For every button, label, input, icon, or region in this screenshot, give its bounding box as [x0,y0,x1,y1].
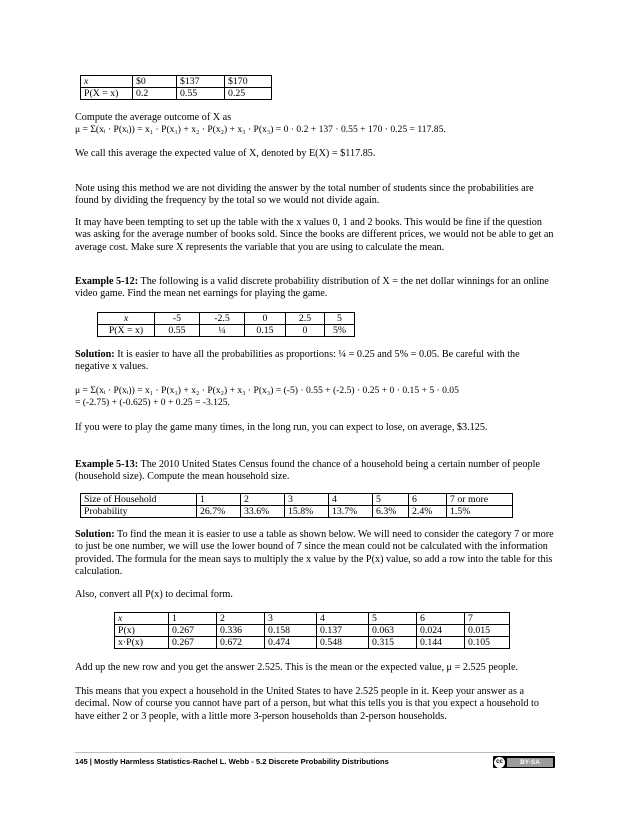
table-cell: 6.3% [373,506,409,518]
table-cell: 3 [265,613,317,625]
table-cell: 0.267 [169,637,217,649]
paragraph: Add up the new row and you get the answer 2.525. This is the mean or the expected value, μ = 2.525 people. [75,662,519,673]
table-cell: 7 or more [447,494,513,506]
table-4-row [115,625,510,637]
table-cell: $170 [225,76,272,88]
table-cell: ¼ [200,325,245,337]
example-5-12 [75,276,555,301]
table-1-header [81,76,272,88]
paragraph: This means that you expect a household in the United States to have 2.525 people in it. Keep your answer as a decimal. Now of course you cannot have part of a person, but what this tells you is that you expect a household to have either 2 or 3 people, with a little more 3-person households than 2-person households. [75,686,539,722]
table-cell: 0.267 [169,625,217,637]
table-cell: 0.55 [155,325,200,337]
table-cell: 5 [325,313,355,325]
table-cell: 4 [317,613,369,625]
table-cell: 26.7% [197,506,241,518]
cc-icon: cc [494,757,505,768]
solution-label: Solution: [75,529,115,540]
table-cell: 2 [217,613,265,625]
formula: μ = Σ(xᵢ · P(xᵢ)) = x₁ · P(x₁) + x₂ · P(x₂) + x₃ · P(x₃) = 0 · 0.2 + 137 · 0.55 + 170 · 0.25 = 117.85. [75,124,446,135]
table-cell: 7 [465,613,510,625]
table-cell: x [81,76,133,88]
table-cell: 6 [417,613,465,625]
table-cell: 0.55 [177,88,225,100]
table-2-header [98,313,355,325]
table-cell: $0 [133,76,177,88]
table-cell: 4 [329,494,373,506]
table-cell: 2.4% [409,506,447,518]
table-cell: 0.158 [265,625,317,637]
solution-5-12 [75,349,555,374]
table-cell: 33.6% [241,506,285,518]
table-4-row [115,613,510,625]
solution-label: Solution: [75,349,115,360]
formula: μ = Σ(xᵢ · P(xᵢ)) = x₁ · P(x₁) + x₂ · P(x₂) + x₃ · P(x₃) = (-5) · 0.55 + (-2.5) · 0.25 + 0 · 0.15 + 5 · 0.05 [75,385,459,396]
table-cell: Size of Household [81,494,197,506]
table-cell: P(x) [115,625,169,637]
table-cell: 0.672 [217,637,265,649]
table-cell: 0.144 [417,637,465,649]
table-cell: x·P(x) [115,637,169,649]
page-footer: 145 | Mostly Harmless Statistics-Rachel L. Webb - 5.2 Discrete Probability Distributions [75,757,389,766]
table-cell: 0.25 [225,88,272,100]
table-3-row [81,506,513,518]
table-cell: 5 [369,613,417,625]
table-cell: 0 [286,325,325,337]
footer-divider [75,752,555,753]
solution-text: To find the mean it is easier to use a table as shown below. We will need to consider the category 7 or more to just be one number, we will use the lower bound of 7 since the mean could not be calculated with the information provided. The formula for the mean says to multiply the x value by the P(x) value, so add a row into the table for this calculation. [75,529,554,578]
table-cell: 0 [245,313,286,325]
solution-5-13 [75,529,555,579]
table-cell: x [98,313,155,325]
table-cell: 0.2 [133,88,177,100]
table-cell: -5 [155,313,200,325]
table-1 [80,75,272,100]
table-4-row [115,637,510,649]
table-cell: -2.5 [200,313,245,325]
table-cell: 0.315 [369,637,417,649]
license-badge[interactable] [493,756,555,768]
table-4 [114,612,510,649]
example-label: Example 5-13: [75,459,139,470]
example-text: The 2010 United States Census found the chance of a household being a certain number of people (household size). Compute the mean household size. [75,459,540,483]
table-cell: 6 [409,494,447,506]
table-cell: 5% [325,325,355,337]
table-cell: x [115,613,169,625]
table-cell: 0.015 [465,625,510,637]
example-5-13 [75,459,555,484]
paragraph: Also, convert all P(x) to decimal form. [75,589,233,600]
table-2-row [98,325,355,337]
table-cell: 13.7% [329,506,373,518]
paragraph: We call this average the expected value of X, denoted by E(X) = $117.85. [75,148,376,159]
table-cell: 0.15 [245,325,286,337]
table-3 [80,493,513,518]
table-cell: P(X = x) [98,325,155,337]
table-cell: 0.548 [317,637,369,649]
example-label: Example 5-12: [75,276,139,287]
example-text: The following is a valid discrete probability distribution of X = the net dollar winnings for an online video game. Find the mean net earnings for playing the game. [75,276,549,300]
solution-text: It is easier to have all the probabilities as proportions: ¼ = 0.25 and 5% = 0.05. Be careful with the negative x values. [75,349,520,373]
license-text: BY-SA [507,758,553,767]
table-3-header [81,494,513,506]
table-cell: 1.5% [447,506,513,518]
table-cell: 2 [241,494,285,506]
table-cell: $137 [177,76,225,88]
table-1-row [81,88,272,100]
table-cell: 3 [285,494,329,506]
paragraph: Compute the average outcome of X as [75,112,232,123]
formula: = (-2.75) + (-0.625) + 0 + 0.25 = -3.125. [75,397,230,408]
table-cell: 5 [373,494,409,506]
table-cell: P(X = x) [81,88,133,100]
paragraph: If you were to play the game many times, in the long run, you can expect to lose, on average, $3.125. [75,422,488,433]
table-cell: 1 [169,613,217,625]
table-cell: 0.063 [369,625,417,637]
table-cell: 15.8% [285,506,329,518]
table-cell: 0.336 [217,625,265,637]
table-cell: 0.105 [465,637,510,649]
table-2 [97,312,355,337]
table-cell: Probability [81,506,197,518]
table-cell: 2.5 [286,313,325,325]
paragraph: It may have been tempting to set up the table with the x values 0, 1 and 2 books. This would be fine if the question was asking for the average number of books sold. Since the books are different prices, we would not be able to get an average cost. Make sure X represents the variable that you are using to calculate the mean. [75,217,554,253]
paragraph: Note using this method we are not dividing the answer by the total number of students since the probabilities are found by dividing the frequency by the total so we would not divide again. [75,183,534,207]
table-cell: 1 [197,494,241,506]
table-cell: 0.137 [317,625,369,637]
table-cell: 0.474 [265,637,317,649]
table-cell: 0.024 [417,625,465,637]
